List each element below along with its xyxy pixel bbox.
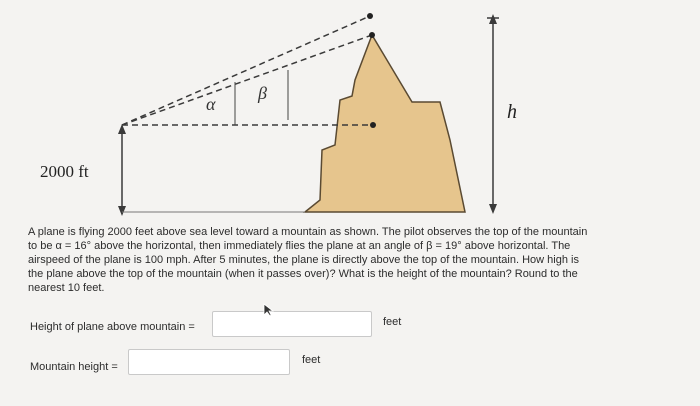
- plane-position-point: [367, 13, 373, 19]
- problem-statement: [28, 225, 594, 295]
- altitude-arrow: [118, 124, 126, 216]
- altitude-label: 2000 ft: [40, 162, 89, 181]
- sightline-to-peak: [122, 35, 372, 125]
- mountain-height-label: Mountain height =: [30, 361, 118, 373]
- alpha-label: α: [206, 94, 216, 114]
- mouse-cursor-icon: [262, 303, 274, 317]
- mountain-height-input[interactable]: [128, 349, 290, 375]
- plane-height-input[interactable]: [212, 311, 372, 337]
- point-below-peak: [370, 122, 376, 128]
- mountain-shape: [305, 35, 465, 212]
- mountain-height-unit: feet: [302, 354, 321, 366]
- beta-label: β: [258, 83, 267, 103]
- plane-height-unit: feet: [383, 316, 402, 328]
- problem-text: A plane is flying 2000 feet above sea level toward a mountain as shown. The pilot observes the top of the mountain to be α = 16° above the horizontal, then immediately flies the plane at an angle of β = 19° above horizontal. The airspeed of the plane is 100 mph. After 5 minutes, the plane is directly above the top of the mountain. How high is the plane above the top of the mountain (when it passes over)? What is the height of the mountain? Round to the nearest 10 feet.: [28, 226, 588, 294]
- mountain-peak-point: [369, 32, 375, 38]
- plane-height-label: Height of plane above mountain =: [30, 321, 195, 333]
- height-arrow: [487, 14, 499, 214]
- height-label: h: [507, 101, 517, 123]
- flight-path-line: [122, 16, 370, 125]
